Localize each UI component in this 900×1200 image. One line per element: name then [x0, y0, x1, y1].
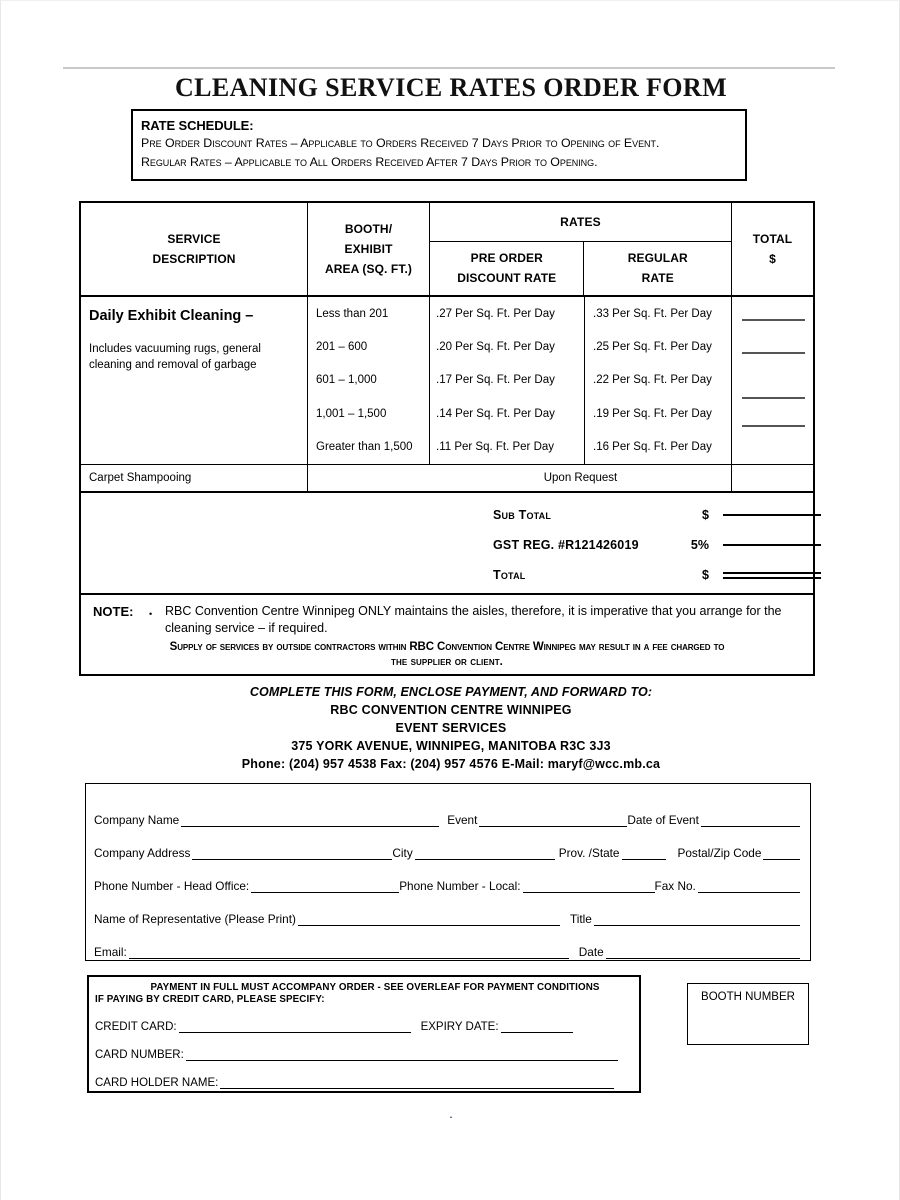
date-label: Date — [578, 945, 604, 959]
department-name: EVENT SERVICES — [395, 721, 507, 735]
rate-schedule-heading: RATE SCHEDULE: — [141, 118, 254, 133]
header-divider-rule — [63, 67, 835, 69]
prov-state-input[interactable] — [622, 847, 666, 860]
sub-total-label: Sub Total — [493, 508, 552, 522]
name-of-representative-input[interactable] — [298, 913, 560, 926]
phone-local-label: Phone Number - Local: — [399, 879, 521, 893]
header-total — [732, 203, 813, 295]
note-body-text: RBC Convention Centre Winnipeg ONLY maintains the aisles, therefore, it is imperative that you arrange for the cleaning service – if required. — [165, 604, 782, 635]
city-input[interactable] — [415, 847, 555, 860]
gst-row — [493, 535, 821, 555]
regular-rate-value: .33 Per Sq. Ft. Per Day — [593, 307, 712, 320]
pre-order-rate-value: .27 Per Sq. Ft. Per Day — [436, 307, 555, 320]
header-area-line3: AREA (SQ. FT.) — [325, 262, 412, 276]
header-total-line1: TOTAL — [752, 232, 793, 246]
credit-card-label: CREDIT CARD: — [95, 1021, 177, 1033]
card-number-label: CARD NUMBER: — [95, 1049, 184, 1061]
event-input[interactable] — [479, 814, 627, 827]
regular-rate-value: .19 Per Sq. Ft. Per Day — [593, 407, 712, 420]
card-holder-name-label: CARD HOLDER NAME: — [95, 1077, 219, 1089]
bullet-icon: • — [149, 609, 153, 619]
pre-order-rate-value: .14 Per Sq. Ft. Per Day — [436, 407, 555, 420]
header-area-line2: EXHIBIT — [344, 242, 393, 256]
card-holder-name-input[interactable] — [220, 1076, 614, 1089]
service-title: Daily Exhibit Cleaning – — [89, 308, 254, 324]
header-area-line1: BOOTH/ — [344, 222, 393, 236]
rates-table — [79, 201, 815, 676]
header-service-line2: DESCRIPTION — [152, 252, 236, 266]
email-label: Email: — [94, 945, 127, 959]
header-pre-line2: DISCOUNT RATE — [457, 271, 557, 286]
title-input[interactable] — [594, 913, 800, 926]
footer-mark: · — [448, 1109, 454, 1124]
date-input[interactable] — [606, 946, 800, 959]
rate-schedule-line-2: Regular Rates – Applicable to All Orders Received After 7 Days Prior to Opening. — [141, 155, 598, 169]
company-name-row — [94, 794, 800, 827]
forward-to-block — [1, 683, 900, 773]
header-total-line2: $ — [769, 252, 776, 266]
company-name-input[interactable] — [181, 814, 439, 827]
company-name-label: Company Name — [94, 813, 180, 827]
area-value: Less than 201 — [316, 307, 389, 320]
forward-instruction: COMPLETE THIS FORM, ENCLOSE PAYMENT, AND FORWARD TO: — [249, 685, 653, 699]
fax-no-label: Fax No. — [654, 879, 696, 893]
header-pre-line1: PRE ORDER — [470, 251, 543, 266]
total-label: Total — [493, 568, 526, 582]
service-description-line2: cleaning and removal of garbage — [89, 359, 257, 371]
total-row — [493, 565, 821, 585]
phone-head-office-label: Phone Number - Head Office: — [94, 879, 250, 893]
payment-heading: PAYMENT IN FULL MUST ACCOMPANY ORDER - SEE OVERLEAF FOR PAYMENT CONDITIONS — [150, 982, 600, 993]
area-value: 201 – 600 — [316, 341, 368, 354]
service-description-cell — [81, 297, 308, 464]
carpet-rate-upon-request: Upon Request — [430, 465, 732, 491]
company-information-box — [85, 783, 811, 961]
total-write-in-line[interactable] — [742, 319, 805, 321]
pre-order-rate-value: .17 Per Sq. Ft. Per Day — [436, 374, 555, 387]
rate-schedule-box — [131, 109, 747, 181]
pre-order-rate-column — [430, 297, 585, 464]
email-input[interactable] — [129, 946, 569, 959]
sub-total-input-line[interactable] — [723, 514, 821, 516]
rates-table-header — [81, 203, 813, 297]
event-label: Event — [447, 813, 478, 827]
phone-local-input[interactable] — [523, 880, 655, 893]
sub-total-row — [493, 505, 821, 525]
date-of-event-label: Date of Event — [627, 813, 699, 827]
fax-no-input[interactable] — [698, 880, 800, 893]
postal-zip-label: Postal/Zip Code — [677, 846, 762, 860]
postal-zip-input[interactable] — [763, 847, 800, 860]
header-booth-exhibit-area — [308, 203, 430, 295]
card-holder-name-row — [95, 1061, 631, 1089]
contact-details: Phone: (204) 957 4538 Fax: (204) 957 4576 E-Mail: maryf@wcc.mb.ca — [241, 757, 661, 771]
header-reg-line2: RATE — [641, 271, 674, 286]
note-keyword: NOTE: — [93, 604, 134, 619]
phone-row — [94, 860, 800, 893]
rates-table-body — [81, 297, 813, 465]
note-supply-line: Supply of services by outside contractors within RBC Convention Centre Winnipeg may result in a fee charged to — [169, 641, 725, 653]
header-reg-line1: REGULAR — [627, 251, 688, 266]
rate-schedule-line-1: Pre Order Discount Rates – Applicable to Orders Received 7 Days Prior to Opening of Event. — [141, 136, 660, 150]
total-write-in-line[interactable] — [742, 352, 805, 354]
credit-card-input[interactable] — [179, 1020, 411, 1033]
total-symbol: $ — [702, 568, 709, 582]
email-row — [94, 926, 800, 959]
total-write-in-line[interactable] — [742, 425, 805, 427]
company-address-input[interactable] — [192, 847, 392, 860]
page-title: CLEANING SERVICE RATES ORDER FORM — [174, 73, 728, 102]
note-block — [81, 595, 813, 674]
booth-number-box[interactable] — [687, 983, 809, 1045]
credit-card-row — [95, 1005, 631, 1033]
gst-rate-value: 5% — [690, 538, 709, 552]
date-of-event-input[interactable] — [701, 814, 800, 827]
prov-state-label: Prov. /State — [558, 846, 620, 860]
header-service-description — [81, 203, 308, 295]
pre-order-rate-value: .11 Per Sq. Ft. Per Day — [436, 441, 555, 454]
area-value: Greater than 1,500 — [316, 441, 413, 454]
header-pre-order-discount-rate — [430, 242, 584, 295]
carpet-shampooing-label: Carpet Shampooing — [81, 465, 308, 491]
booth-number-label: BOOTH NUMBER — [701, 991, 795, 1003]
name-of-representative-label: Name of Representative (Please Print) — [94, 912, 296, 926]
organization-name: RBC CONVENTION CENTRE WINNIPEG — [330, 703, 572, 717]
expiry-date-label: EXPIRY DATE: — [420, 1021, 499, 1033]
total-input-line[interactable] — [723, 572, 821, 579]
phone-head-office-input[interactable] — [251, 880, 399, 893]
header-rates-group — [430, 203, 732, 295]
regular-rate-value: .25 Per Sq. Ft. Per Day — [593, 341, 712, 354]
payment-subheading: IF PAYING BY CREDIT CARD, PLEASE SPECIFY: — [95, 994, 325, 1005]
card-number-input[interactable] — [186, 1048, 618, 1061]
payment-information-box — [87, 975, 641, 1093]
pre-order-rate-value: .20 Per Sq. Ft. Per Day — [436, 341, 555, 354]
header-rates-label: RATES — [430, 203, 731, 242]
city-label: City — [392, 846, 413, 860]
total-write-in-line[interactable] — [742, 397, 805, 399]
company-address-label: Company Address — [94, 846, 191, 860]
carpet-shampooing-row — [81, 465, 813, 493]
service-description-line1: Includes vacuuming rugs, general — [89, 343, 261, 355]
regular-rate-value: .16 Per Sq. Ft. Per Day — [593, 441, 712, 454]
note-supply-line-2: the supplier or client. — [391, 656, 503, 668]
mailing-address: 375 YORK AVENUE, WINNIPEG, MANITOBA R3C 3J3 — [291, 739, 611, 753]
gst-input-line[interactable] — [723, 544, 821, 546]
regular-rate-column — [585, 297, 732, 464]
expiry-date-input[interactable] — [501, 1020, 573, 1033]
totals-block — [81, 493, 813, 595]
sub-total-symbol: $ — [702, 508, 709, 522]
area-column — [308, 297, 430, 464]
gst-label: GST REG. #R121426019 — [493, 538, 639, 552]
regular-rate-value: .22 Per Sq. Ft. Per Day — [593, 374, 712, 387]
title-label: Title — [569, 912, 592, 926]
header-regular-rate — [584, 242, 731, 295]
representative-row — [94, 893, 800, 926]
header-service-line1: SERVICE — [167, 232, 221, 246]
card-number-row — [95, 1033, 631, 1061]
area-value: 601 – 1,000 — [316, 374, 377, 387]
company-address-row — [94, 827, 800, 860]
total-entry-column — [732, 297, 813, 464]
area-value: 1,001 – 1,500 — [316, 407, 387, 420]
